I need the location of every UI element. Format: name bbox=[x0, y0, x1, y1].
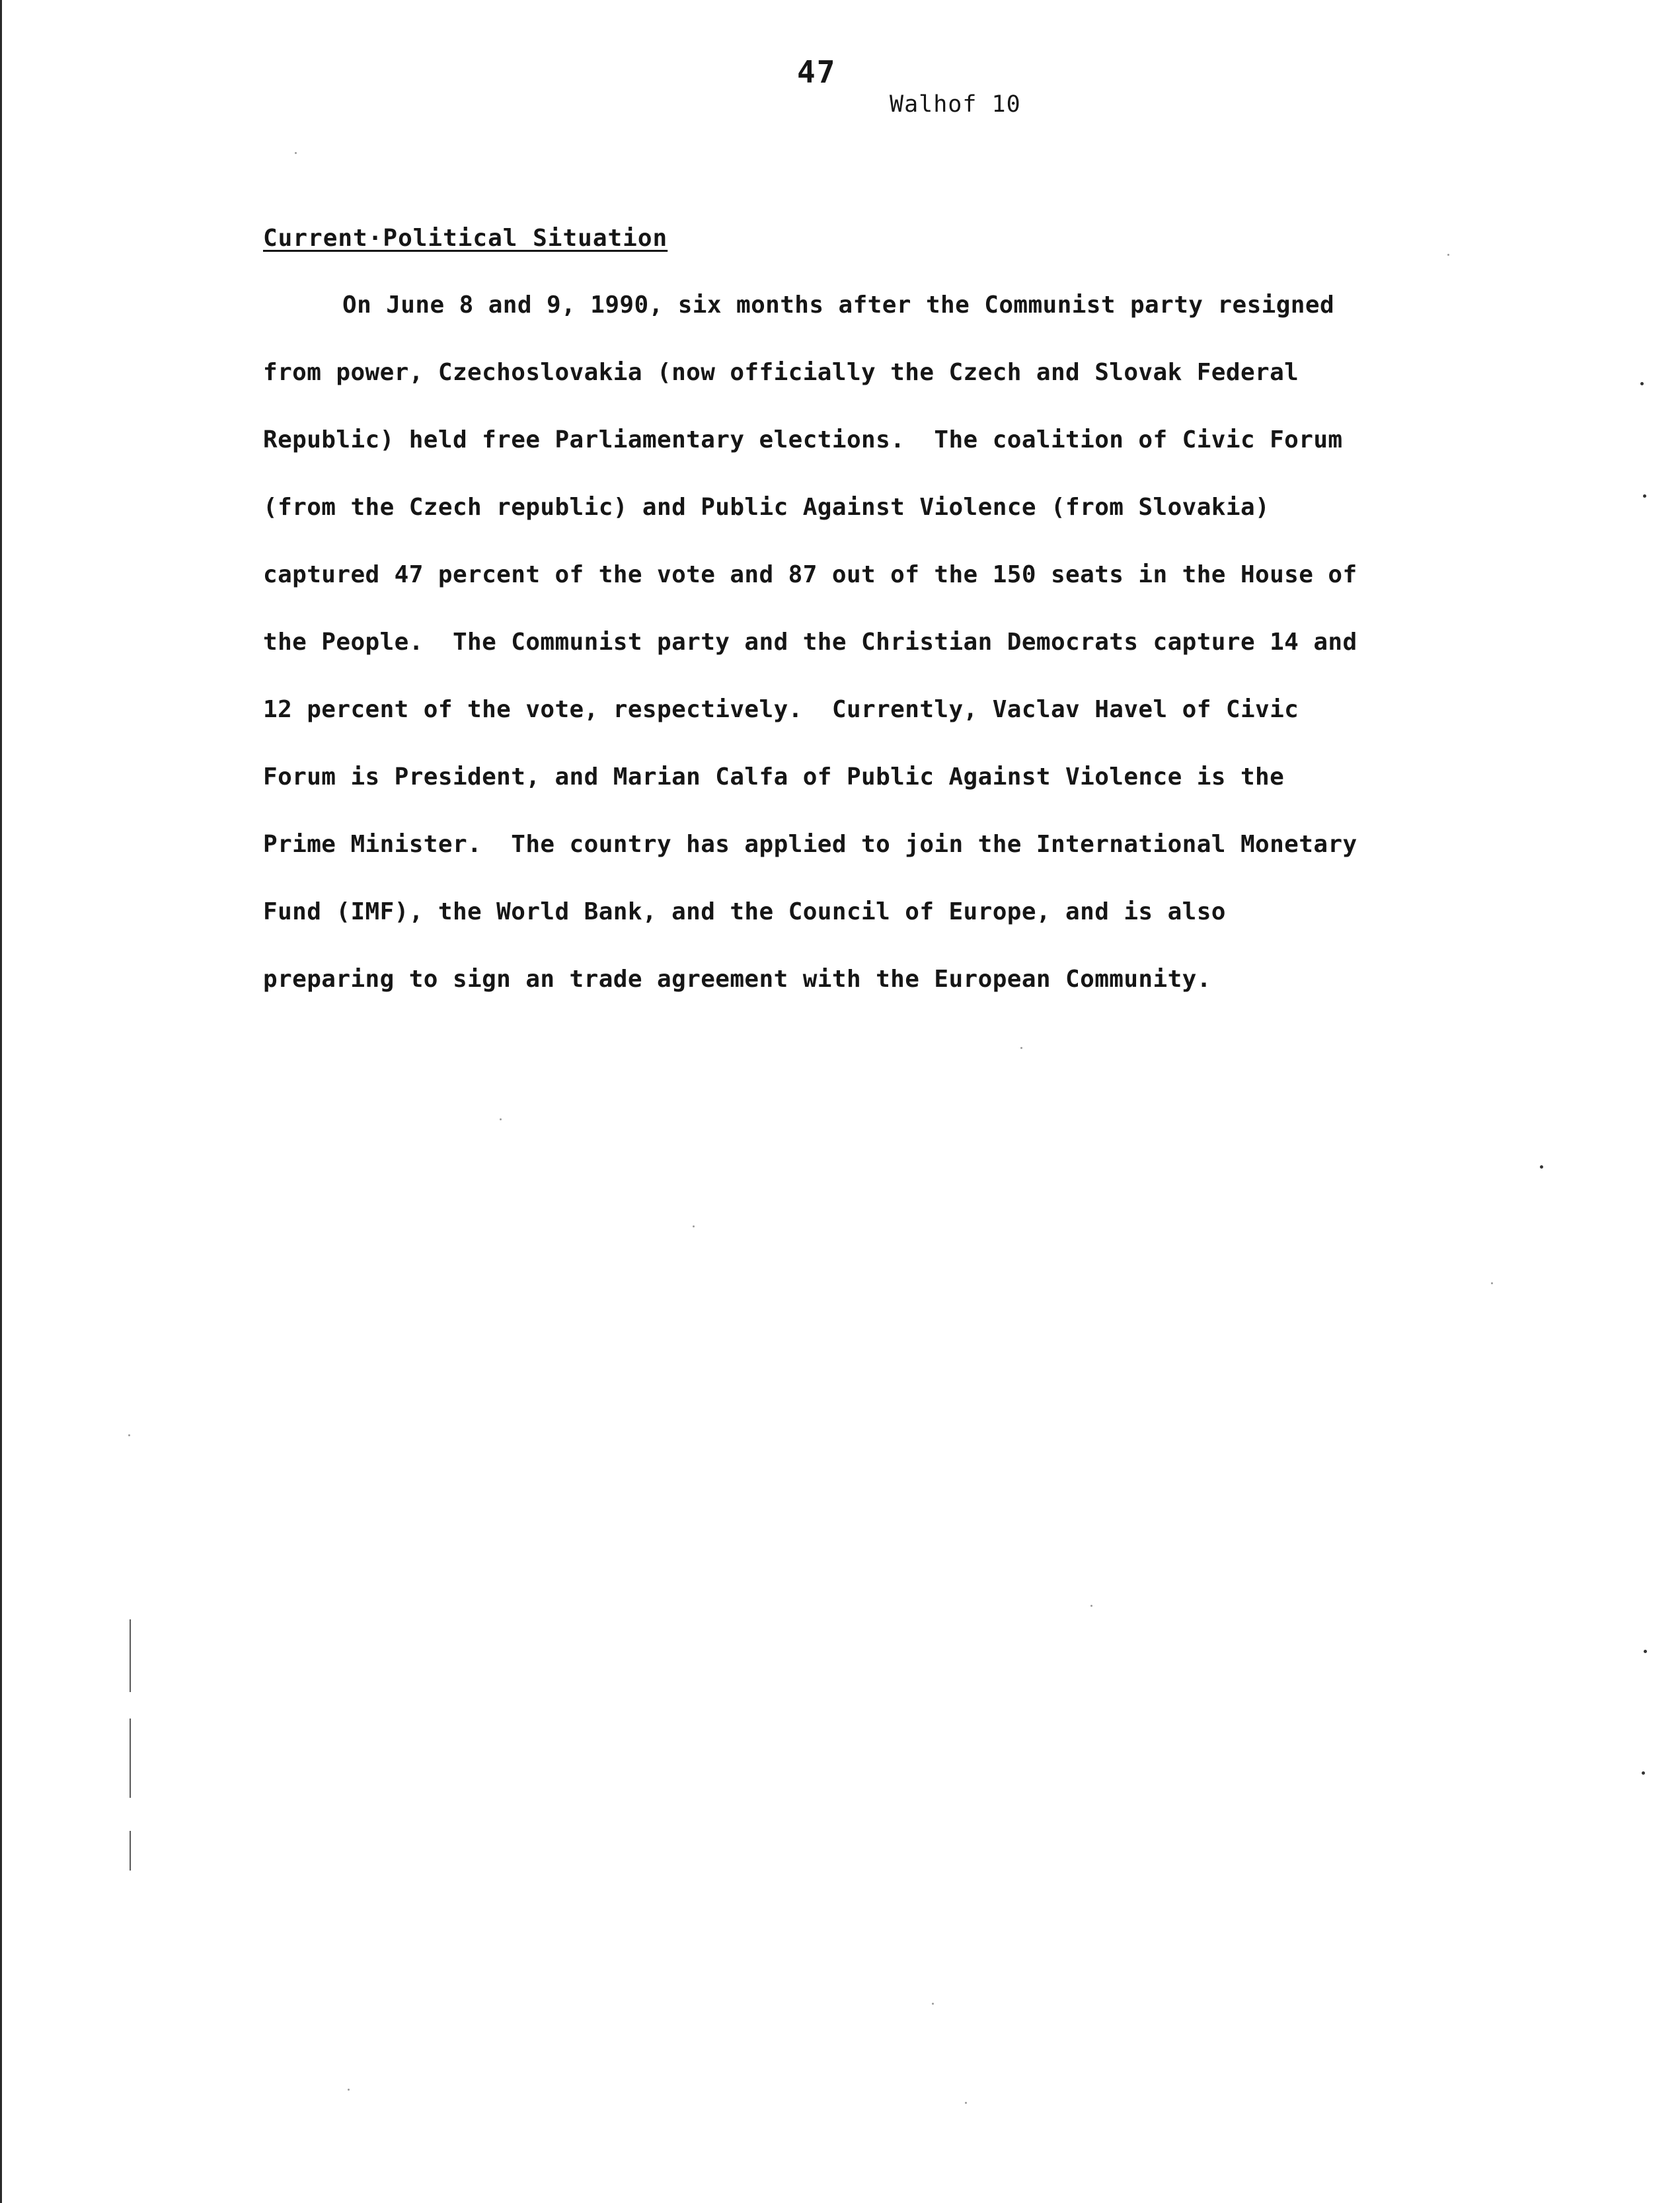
scan-edge bbox=[0, 0, 2, 2203]
paragraph-line: Fund (IMF), the World Bank, and the Council of Europe, and is also bbox=[263, 898, 1226, 925]
running-head: Walhof 10 bbox=[890, 91, 1021, 118]
paragraph-line: preparing to sign an trade agreement with the European Community. bbox=[263, 966, 1211, 993]
scan-speck bbox=[1540, 1165, 1543, 1169]
paragraph-line: captured 47 percent of the vote and 87 out of the 150 seats in the House of bbox=[263, 561, 1357, 588]
scan-speck bbox=[500, 1118, 502, 1120]
margin-mark bbox=[130, 1619, 131, 1692]
body-paragraph bbox=[263, 286, 1519, 1027]
paragraph-line: the People. The Communist party and the Christian Democrats capture 14 and bbox=[263, 629, 1357, 656]
margin-mark bbox=[130, 1831, 131, 1871]
paragraph-line: Forum is President, and Marian Calfa of Public Against Violence is the bbox=[263, 763, 1285, 791]
scan-speck bbox=[693, 1225, 695, 1227]
paragraph-line: from power, Czechoslovakia (now officially the Czech and Slovak Federal bbox=[263, 359, 1299, 386]
scan-speck bbox=[1640, 382, 1644, 385]
paragraph-line: Prime Minister. The country has applied to join the International Monetary bbox=[263, 831, 1357, 858]
scan-speck bbox=[1447, 254, 1449, 256]
scan-speck bbox=[1491, 1282, 1493, 1284]
scan-speck bbox=[1644, 1650, 1647, 1653]
scan-speck bbox=[1090, 1605, 1092, 1607]
paragraph-line: 12 percent of the vote, respectively. Currently, Vaclav Havel of Civic bbox=[263, 696, 1299, 723]
page-number: 47 bbox=[797, 54, 837, 90]
scan-speck bbox=[1643, 494, 1646, 498]
scan-speck bbox=[932, 2003, 934, 2005]
paragraph-line: Republic) held free Parliamentary elections. The coalition of Civic Forum bbox=[263, 426, 1343, 453]
scan-speck bbox=[348, 2089, 350, 2091]
scan-speck bbox=[1020, 1047, 1022, 1049]
scan-speck bbox=[295, 152, 297, 154]
margin-mark bbox=[130, 1719, 131, 1798]
paragraph-line: (from the Czech republic) and Public Against Violence (from Slovakia) bbox=[263, 494, 1270, 521]
scan-speck bbox=[128, 1434, 130, 1436]
section-heading: Current·Political Situation bbox=[263, 225, 668, 252]
scan-speck bbox=[965, 2102, 967, 2104]
paragraph-line: On June 8 and 9, 1990, six months after the Communist party resigned bbox=[342, 291, 1335, 319]
scan-speck bbox=[1642, 1771, 1645, 1775]
